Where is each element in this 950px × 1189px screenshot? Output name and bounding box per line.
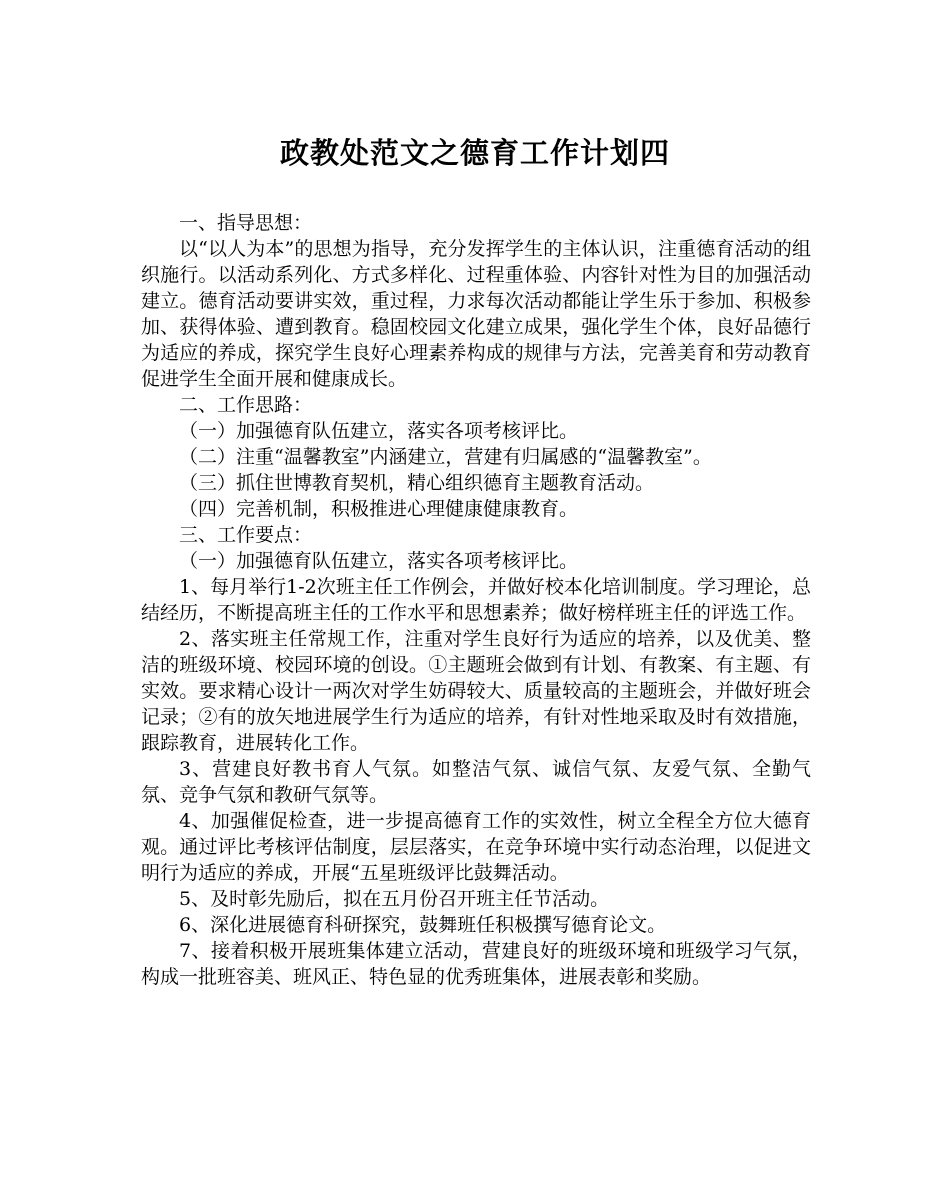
- paragraph: 5、及时彰先励后，拟在五月份召开班主任节活动。: [179, 888, 610, 910]
- paragraph: 1、每月举行1-2次班主任工作例会，并做好校本化培训制度。学习理论，总结经历，不断提高班主任的工作水平和思想素养；做好榜样班主任的评选工作。: [141, 576, 811, 624]
- paragraph: （三）抓住世博教育契机，精心组织德育主题教育活动。: [179, 472, 655, 494]
- paragraph: 3、营建良好教书育人气氛。如整洁气氛、诚信气氛、友爱气氛、全勤气氛、竞争气氛和教研气氛等。: [141, 758, 811, 806]
- paragraph: （一）加强德育队伍建立，落实各项考核评比。: [179, 550, 579, 572]
- document-body: [141, 210, 811, 990]
- paragraph: 以“以人为本”的思想为指导，充分发挥学生的主体认识，注重德育活动的组织施行。以活动系列化、方式多样化、过程重体验、内容针对性为目的加强活动建立。德育活动要讲实效，重过程，力求每次活动都能让学生乐于参加、积极参加、获得体验、遭到教育。稳固校园文化建立成果，强化学生个体，良好品德行为适应的养成，探究学生良好心理素养构成的规律与方法，完善美育和劳动教育促进学生全面开展和健康成长。: [141, 238, 811, 390]
- section-heading: 二、工作思路：: [179, 394, 313, 416]
- paragraph: 4、加强催促检查，进一步提高德育工作的实效性，树立全程全方位大德育观。通过评比考核评估制度，层层落实，在竞争环境中实行动态治理，以促进文明行为适应的养成，开展“五星班级评比鼓舞活动。: [141, 810, 811, 884]
- paragraph: 2、落实班主任常规工作，注重对学生良好行为适应的培养，以及优美、整洁的班级环境、校园环境的创设。①主题班会做到有计划、有教案、有主题、有实效。要求精心设计一两次对学生妨碍较大、质量较高的主题班会，并做好班会记录；②有的放矢地进展学生行为适应的培养，有针对性地采取及时有效措施，跟踪教育，进展转化工作。: [141, 628, 811, 754]
- paragraph: （一）加强德育队伍建立，落实各项考核评比。: [179, 420, 579, 442]
- paragraph: 6、深化进展德育科研探究，鼓舞班任积极撰写德育论文。: [179, 914, 667, 936]
- paragraph: （四）完善机制，积极推进心理健康健康教育。: [179, 498, 579, 520]
- paragraph: （二）注重“温馨教室”内涵建立，营建有归属感的“温馨教室”。: [179, 446, 712, 468]
- paragraph: 7、接着积极开展班集体建立活动，营建良好的班级环境和班级学习气氛，构成一批班容美、班风正、特色显的优秀班集体，进展表彰和奖励。: [141, 940, 811, 988]
- section-heading: 三、工作要点：: [179, 524, 313, 546]
- section-heading: 一、指导思想：: [179, 212, 313, 234]
- document-title: 政教处范文之德育工作计划四: [279, 136, 670, 170]
